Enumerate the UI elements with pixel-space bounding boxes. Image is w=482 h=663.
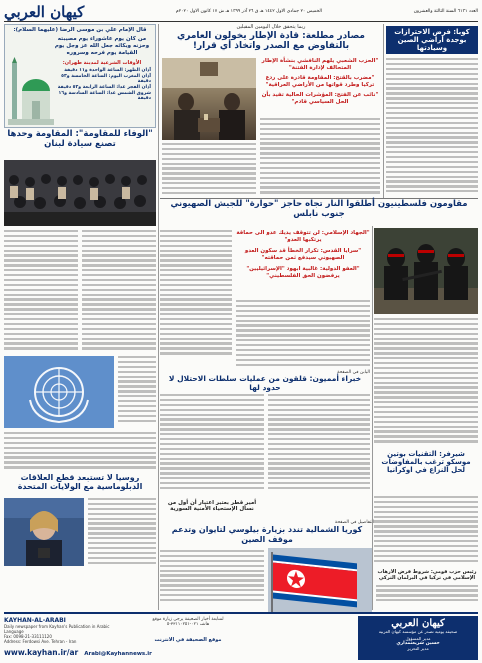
iraq-kicker: ربما يتحقق خلال اليومين المقبلين	[236, 24, 306, 30]
iraq-body-right	[260, 118, 380, 196]
prayer-times-title: الأوقات الشرعية لمدينة طهران:	[62, 60, 142, 67]
russia-spokesperson-photo	[4, 498, 84, 566]
cuba-body	[386, 58, 478, 192]
un-emblem-icon	[4, 356, 114, 428]
iraq-body-left	[162, 143, 256, 197]
palestine-photo	[374, 228, 478, 314]
russia-story	[4, 432, 156, 491]
un-story	[160, 370, 370, 393]
column-rule-right	[383, 24, 384, 199]
page-number: العدد ٦١٣١ السنة الثالثة والعشرون	[413, 9, 478, 14]
footer-ar-title: كيهان العربي	[391, 618, 445, 629]
un-body-left	[118, 356, 156, 424]
ukraine-body	[374, 496, 478, 564]
imam-quote-text: من كان يوم عاشوراء يوم مصيبته وحزنه وبكائه جعل الله عز وجل يوم القيامة يوم فرحه وسروره	[54, 36, 150, 56]
palestine-body-mid	[236, 300, 370, 368]
iraq-photo-image	[162, 58, 256, 140]
footer-notice: لمتابعة أخبار الصحيفة يرجى زيارة موقع	[152, 617, 224, 622]
cuba-headline: كوبا: فرض الاحترازات بوجدة أراضي الصين وسيادتها	[386, 26, 478, 54]
korea-headline: كوريا الشمالية تندد بزيارة بيلوسي لتايوان وتدعم موقف الصين	[171, 525, 363, 544]
un-photo	[4, 356, 114, 428]
newspaper-logo: كيهان العربي	[4, 2, 85, 21]
footer-en-block	[4, 617, 124, 644]
footer-website-link[interactable]: www.kayhan.ir/ar	[4, 648, 79, 657]
prayer-time-1: آذان الظهر: الساعة الواحدة و١١ دقيقة	[64, 68, 151, 74]
palestine-sub2: "سرايا القدس: تكرار الخطأ قد سكون العدو الصهيوني سيدفع ثمن حماقته"	[244, 248, 362, 261]
un-body-center	[160, 394, 264, 492]
korea-flag-photo	[268, 548, 372, 612]
column-rule-left	[158, 24, 159, 610]
iraq-sub1: "الحزب الشعبي يلهم النافشي بنشأة الإطار المتحالف لإدارة الفتنة"	[261, 58, 379, 71]
footer-phone: هاتف ٠٢١-٣٣١١٠٢٥١-٥	[166, 622, 210, 627]
cuba-story	[386, 26, 478, 195]
lebanon-body	[4, 230, 78, 352]
un-headline: خبراء أمميون: قلقون من عمليات سلطات الاحتلال لا حدود لها	[168, 374, 362, 393]
palestine-subheads	[236, 230, 370, 280]
lebanon-headline: "الوفاء للمقاومة": المقاومة وحدها تصنع سيادة لبنان	[7, 129, 153, 149]
imam-quote-title: قال الإمام علي بن موسى الرضا (عليهما السلام):	[13, 27, 147, 33]
footer	[4, 612, 478, 660]
iraq-meeting-photo	[162, 58, 256, 140]
prayer-time-3: آذان الفجر غدا: الساعة الرابعة و٥٢ دقيقة	[57, 85, 151, 91]
iraq-subheads	[260, 58, 380, 106]
iraq-sub2: "مضرب بالقتح: المقاومة قادرة على ردع تركيا وطرد قواتها من الأراضي العراقية"	[265, 75, 375, 88]
palestine-headline: مقاومون فلسطينيون أطلقوا النار تجاه حاجز "حوارة" للجيش الصهيوني جنوب نابلس	[170, 199, 468, 219]
mosque-icon	[8, 57, 54, 125]
korea-kicker: التفاصيل في الصفحة	[334, 520, 374, 525]
un-body-right	[268, 394, 370, 492]
palestine-sub1: "الجهاد الإسلامي: لن تتوقف يذيك عدو الى حماقة يرتكبها العدو"	[236, 230, 370, 243]
korea-body	[160, 550, 264, 604]
footer-en-title: KAYHAN-AL-ARABI	[4, 617, 66, 624]
lebanon-photo-image	[4, 160, 156, 226]
turkey-headline: رئيس حزب قومي: شروط فرض الارهاب الإسلامي في تركيا في البرلمان التركي	[377, 569, 477, 581]
palestine-photo-image	[374, 228, 478, 314]
iraq-headline: مصادر مطلعة: قادة الإطار يخولون العامري بالتفاوض مع الصدر واتخاذ أي قرار!	[176, 31, 366, 52]
lebanon-story	[4, 130, 156, 150]
column-rule-mid	[372, 226, 373, 610]
footer-brand-block	[358, 616, 478, 660]
footer-address: Address: Ferdowsi Ave. Tehran - Iran	[4, 639, 77, 644]
palestine-body-right	[374, 318, 478, 445]
un-kicker: اليابن في الصفحة	[337, 370, 370, 375]
masthead	[4, 2, 478, 22]
iraq-story	[160, 24, 382, 52]
footer-email-link[interactable]: Arabi@Kayhannews.ir	[84, 651, 152, 657]
footer-website-label: موقع الصحيفة في الانترنت	[154, 637, 222, 643]
russia-body	[88, 498, 156, 566]
iraq-sub3: "نائب عن الفتح: المؤشرات الحالية تفيد بأن الحل السياسي قادم"	[261, 92, 379, 105]
footer-web-block	[4, 648, 254, 657]
footer-editor2-label: مدير التحرير	[407, 646, 429, 651]
footer-fax: Fax: 0098-21-33111120	[4, 634, 52, 639]
north-korea-flag-icon	[268, 548, 372, 612]
lebanon-photo	[4, 160, 156, 226]
russia-headline: روسيا لا تستبعد قطع العلاقات الدبلوماسية مع الولايات المتحدة	[17, 472, 143, 491]
syria-story	[160, 500, 264, 513]
turkey-body	[376, 585, 478, 602]
turkey-story	[376, 570, 478, 604]
palestine-sub3: "العفو الدولية: غالبية ابهود "الإسرائيليين" يرفضون الحق الفلسطيني"	[246, 266, 360, 279]
footer-editor-label: مدير المسؤول	[405, 636, 431, 641]
prayer-time-2: آذان المغرب اليوم: الساعة الخامسة و٥٣ دقيقة	[61, 74, 151, 85]
footer-ar-info	[128, 617, 248, 643]
korea-story	[160, 520, 374, 544]
palestine-story	[160, 200, 478, 220]
dateline: الخميس ٢٠ جمادي الاول ١٤٤٢ هـ ق ٢٦ آذر ١٣٩٩ هـ ش ١٧ كانون الاول ٢٠٢٠م	[175, 9, 322, 14]
footer-editor-name: حسين شريعتمداري	[396, 641, 440, 646]
syria-headline: أمير قطر بعتبر اعتبار أن أول من نسأل الإستحياء الأمنية السورية	[167, 500, 257, 513]
footer-en-desc: Daily newspaper from Kayhan's Publication in Arabic Language	[4, 624, 110, 634]
imam-quote-box	[4, 24, 156, 128]
ukraine-story	[374, 450, 478, 474]
footer-ar-desc: صحيفة يومية تصدر عن مؤسسة كيهان العربية	[378, 629, 458, 634]
prayer-time-4: شروق الشمس غدا: الساعة السادسة و١٦ دقيقة	[58, 91, 151, 102]
russia-body-top	[4, 432, 156, 469]
lebanon-body-2	[82, 230, 156, 352]
palestine-body-left	[160, 230, 232, 357]
ukraine-headline: شيرفر: التقنيات بوتين موسكو ترغب بالمفاوضات لحل النزاع في اوكرانيا	[381, 450, 471, 475]
russia-photo-image	[4, 498, 84, 566]
